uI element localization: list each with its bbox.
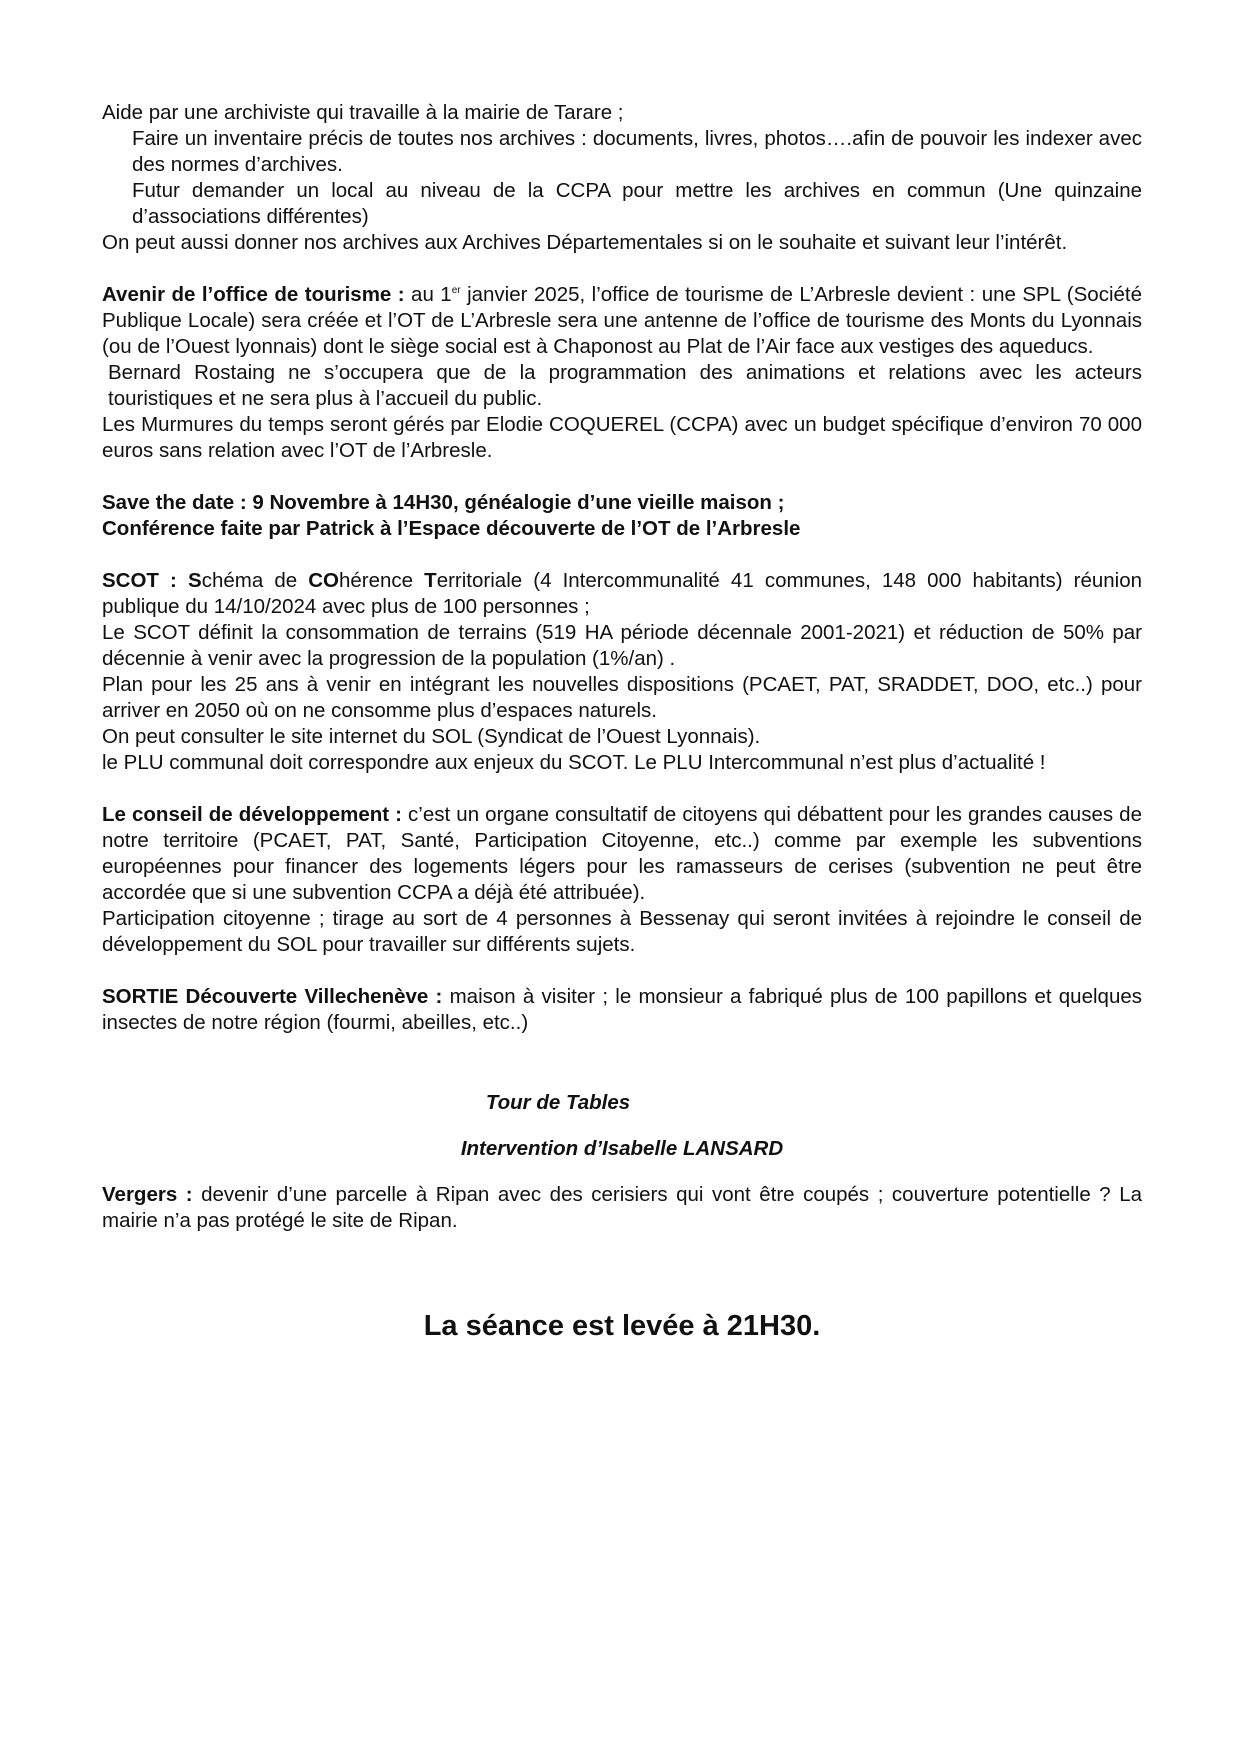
sortie-paragraph <box>102 984 1142 1036</box>
archives-line-2: Faire un inventaire précis de toutes nos archives : documents, livres, photos….afin de pouvoir les indexer avec des normes d’archives. <box>132 127 1142 176</box>
tourisme-pre: au 1 <box>404 283 452 306</box>
tourisme-paragraph-3: Les Murmures du temps seront gérés par Elodie COQUEREL (CCPA) avec un budget spécifique d’environ 70 000 euros sans relation avec l’OT de l’Arbresle. <box>102 413 1142 462</box>
scot-paragraph-2: Le SCOT définit la consommation de terrains (519 HA période décennale 2001-2021) et réduction de 50% par décennie à venir avec la progression de la population (1%/an) . <box>102 621 1142 670</box>
archives-line-3: Futur demander un local au niveau de la CCPA pour mettre les archives en commun (Une quinzaine d’associations différentes) <box>132 179 1142 228</box>
tourisme-sup: er <box>451 285 461 297</box>
sortie-text: maison à visiter ; le monsieur a fabriqué plus de 100 papillons et quelques insectes de notre région (fourmi, abeilles, etc..) <box>102 985 1142 1034</box>
save-date-line-1-text: Save the date : 9 Novembre à 14H30, généalogie d’une vieille maison ; <box>102 491 785 514</box>
scot-paragraph-3: Plan pour les 25 ans à venir en intégrant les nouvelles dispositions (PCAET, PAT, SRADDET, DOO, etc..) pour arriver en 2050 où on ne consomme plus d’espaces naturels. <box>102 673 1142 722</box>
tourisme-paragraph <box>102 282 1142 360</box>
vergers-text: devenir d’une parcelle à Ripan avec des cerisiers qui vont être coupés ; couverture potentielle ? La mairie n’a pas protégé le site de Ripan. <box>102 1183 1143 1232</box>
sortie-heading: SORTIE Découverte Villechenève : <box>102 985 443 1008</box>
document-page <box>102 100 1142 1344</box>
tourisme-paragraph-2: Bernard Rostaing ne s’occupera que de la programmation des animations et relations avec les acteurs touristiques et ne sera plus à l’accueil du public. <box>108 361 1142 410</box>
scot-acronym-s: S <box>188 569 202 592</box>
conseil-paragraph-2: Participation citoyenne ; tirage au sort de 4 personnes à Bessenay qui seront invitées à rejoindre le conseil de développement du SOL pour travailler sur différents sujets. <box>102 907 1142 956</box>
tour-de-tables-heading: Tour de Tables <box>485 1091 631 1114</box>
closing-statement: La séance est levée à 21H30. <box>423 1310 821 1342</box>
conseil-paragraph <box>102 802 1142 906</box>
scot-text-2: hérence <box>338 569 425 592</box>
scot-paragraph-4: On peut consulter le site internet du SOL (Syndicat de l’Ouest Lyonnais). <box>102 725 761 748</box>
save-date-line-2-text: Conférence faite par Patrick à l’Espace découverte de l’OT de l’Arbresle <box>102 517 801 540</box>
archives-line-4: On peut aussi donner nos archives aux Archives Départementales si on le souhaite et suivant leur l’intérêt. <box>102 231 1068 254</box>
scot-text-3: erritoriale (4 Intercommunalité 41 communes, 148 000 habitants) réunion publique du 14/10/2024 avec plus de 100 personnes ; <box>102 569 1143 618</box>
scot-text-1: chéma de <box>201 569 309 592</box>
vergers-paragraph <box>102 1182 1142 1234</box>
vergers-heading: Vergers : <box>102 1183 193 1206</box>
conseil-heading: Le conseil de développement : <box>102 803 402 826</box>
tourisme-text: janvier 2025, l’office de tourisme de L’Arbresle devient : une SPL (Société Publique Locale) sera créée et l’OT de L’Arbresle sera une antenne de l’office de tourisme des Monts du Lyonnais (ou de l’Ouest lyonnais) dont le siège social est à Chaponost au Plat de l’Air face aux vestiges des aqueducs. <box>102 283 1142 358</box>
archives-line-1: Aide par une archiviste qui travaille à la mairie de Tarare ; <box>102 101 624 124</box>
tourisme-heading: Avenir de l’office de tourisme : <box>102 283 405 306</box>
save-date-line-2 <box>102 516 1142 542</box>
scot-acronym-t: T <box>424 569 437 592</box>
scot-paragraph <box>102 568 1142 620</box>
scot-acronym-co: CO <box>308 569 339 592</box>
conseil-text: c’est un organe consultatif de citoyens qui débattent pour les grandes causes de notre territoire (PCAET, PAT, Santé, Participation Citoyenne, etc..) comme par exemple les subventions européennes pour financer des logements légers pour les ramasseurs de cerises (subvention ne peut être accordée que si une subvention CCPA a déjà été attribuée). <box>102 803 1142 904</box>
scot-paragraph-5: le PLU communal doit correspondre aux enjeux du SCOT. Le PLU Intercommunal n’est plus d’actualité ! <box>102 751 1046 774</box>
intervention-heading: Intervention d’Isabelle LANSARD <box>460 1137 784 1160</box>
scot-heading: SCOT : <box>102 569 177 592</box>
save-date-line-1 <box>102 490 1142 516</box>
